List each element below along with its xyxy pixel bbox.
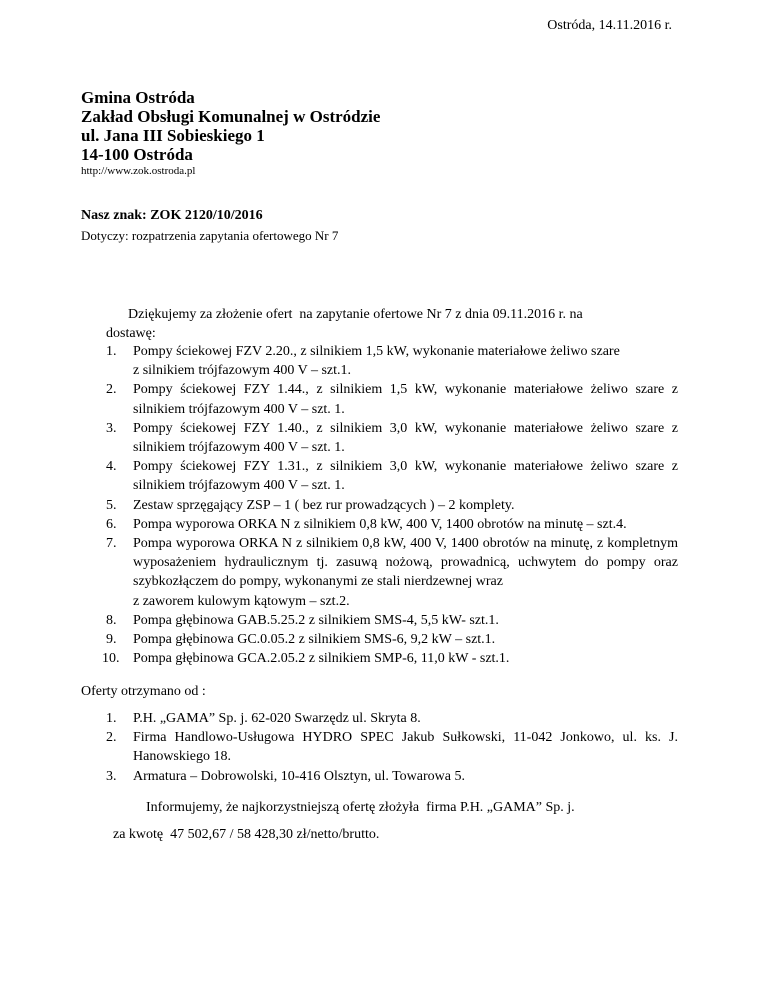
list-item-number: 3. [106,420,117,436]
list-item [106,342,678,380]
list-item-text: Pompa głębinowa GAB.5.25.2 z silnikiem SMS-4, 5,5 kW- szt.1. [133,612,499,628]
list-item [106,709,678,728]
offers-list [106,709,678,786]
list-item [106,630,678,649]
list-item [106,534,678,611]
list-item-text: Pompy ściekowej FZY 1.40., z silnikiem 3,0 kW, wykonanie materiałowe żeliwo szare z silnikiem trójfazowym 400 V – szt. 1. [133,420,678,456]
list-item-number: 4. [106,459,117,475]
list-item-number: 9. [106,632,117,648]
list-item-text-continued: z silnikiem trójfazowym 400 V – szt.1. [133,363,352,379]
list-item-number: 1. [106,711,117,726]
list-item-text: Zestaw sprzęgający ZSP – 1 ( bez rur prowadzących ) – 2 komplety. [133,497,515,513]
list-item-number: 8. [106,612,117,628]
items-list [102,342,678,668]
list-item-text-continued: z zaworem kulowym kątowym – szt.2. [133,593,350,609]
intro-paragraph [106,305,678,343]
list-item [106,515,678,534]
result-amount: za kwotę 47 502,67 / 58 428,30 zł/netto/brutto. [113,827,380,842]
recipient-line-1: Gmina Ostróda [81,88,195,107]
offers-heading: Oferty otrzymano od : [81,684,206,699]
document-date: Ostróda, 14.11.2016 r. [547,18,672,33]
list-item [106,767,678,786]
list-item [102,649,678,668]
list-item-text: Armatura – Dobrowolski, 10-416 Olsztyn, ul. Towarowa 5. [133,768,465,784]
recipient-line-3: ul. Jana III Sobieskiego 1 [81,126,265,145]
list-item-number: 2. [106,382,117,398]
list-item-number: 5. [106,497,117,513]
list-item [106,611,678,630]
list-item-text: Pompy ściekowej FZV 2.20., z silnikiem 1,5 kW, wykonanie materiałowe żeliwo szare [133,344,620,359]
list-item-text: Pompa głębinowa GC.0.05.2 z silnikiem SMS-6, 9,2 kW – szt.1. [133,632,496,648]
list-item-number: 2. [106,730,117,746]
list-item-text: Pompa wyporowa ORKA N z silnikiem 0,8 kW, 400 V, 1400 obrotów na minutę – szt.4. [133,516,627,532]
list-item-number: 10. [102,651,120,667]
recipient-address [81,88,380,164]
list-item-text: Pompy ściekowej FZY 1.31., z silnikiem 3,0 kW, wykonanie materiałowe żeliwo szare z silnikiem trójfazowym 400 V – szt. 1. [133,459,678,494]
intro-line-1: Dziękujemy za złożenie ofert na zapytanie ofertowe Nr 7 z dnia 09.11.2016 r. na [128,307,583,322]
list-item [106,496,678,515]
recipient-line-2: Zakład Obsługi Komunalnej w Ostródzie [81,107,381,126]
recipient-line-4: 14-100 Ostróda [81,145,193,164]
list-item-text: Firma Handlowo-Usługowa HYDRO SPEC Jakub Sułkowski, 11-042 Jonkowo, ul. ks. J. Hanowskiego 18. [133,730,678,765]
list-item [106,457,678,495]
list-item [106,728,678,766]
list-item-text: Pompy ściekowej FZY 1.44., z silnikiem 1,5 kW, wykonanie materiałowe żeliwo szare z silnikiem trójfazowym 400 V – szt. 1. [133,382,678,417]
list-item-number: 3. [106,768,117,784]
result-info: Informujemy, że najkorzystniejszą ofertę złożyła firma P.H. „GAMA” Sp. j. [146,800,575,815]
list-item-text: Pompa wyporowa ORKA N z silnikiem 0,8 kW, 400 V, 1400 obrotów na minutę, z kompletnym wyposażeniem hydraulicznym tj. zasuwą nożową, prowadnicą, uchwytem do pompy oraz szybkozłączem do pompy, wykonanymi ze stali nierdzewnej wraz [133,536,678,590]
list-item-text: P.H. „GAMA” Sp. j. 62-020 Swarzędz ul. Skryta 8. [133,711,421,726]
list-item-number: 6. [106,516,117,532]
intro-line-2: dostawę: [106,326,156,341]
list-item-number: 1. [106,344,117,359]
list-item-number: 7. [106,536,117,552]
reference-number: Nasz znak: ZOK 2120/10/2016 [81,208,263,223]
list-item [106,419,678,457]
subject-line: Dotyczy: rozpatrzenia zapytania ofertowego Nr 7 [81,228,339,243]
list-item-text: Pompa głębinowa GCA.2.05.2 z silnikiem SMP-6, 11,0 kW - szt.1. [133,651,510,667]
list-item [106,380,678,418]
recipient-url: http://www.zok.ostroda.pl [81,165,196,177]
